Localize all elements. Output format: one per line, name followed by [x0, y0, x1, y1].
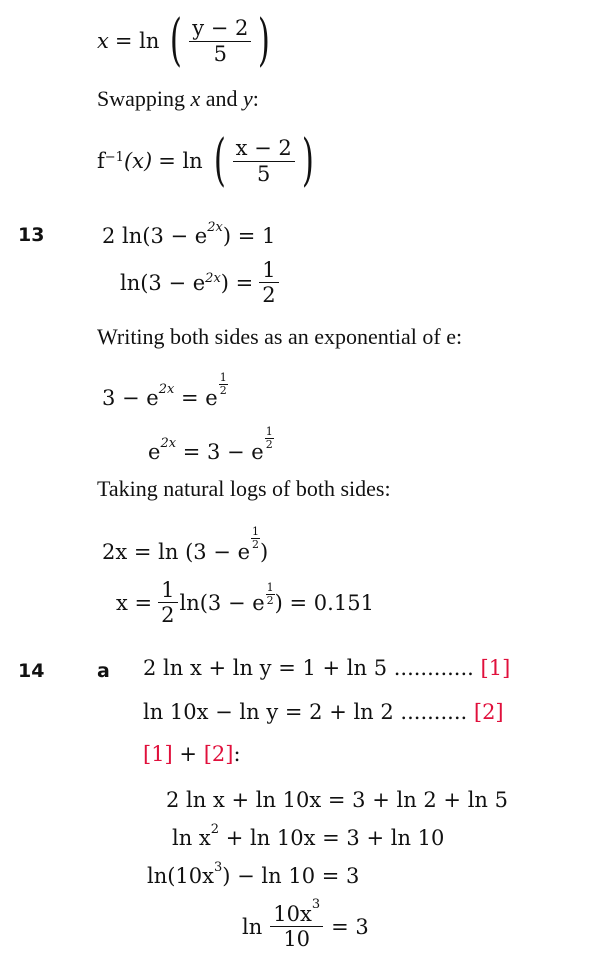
q13-text-exponential: Writing both sides as an exponential of e: — [97, 324, 463, 349]
equation-x-ln — [97, 8, 275, 74]
ref-1: [1] — [480, 656, 511, 680]
question-number-14: 14 — [18, 660, 45, 682]
var-x: x — [97, 29, 109, 53]
q13-text-natural-logs: Taking natural logs of both sides: — [97, 476, 391, 501]
right-paren: ) — [258, 8, 271, 73]
eq-ln: = ln — [114, 29, 160, 53]
q14-eq5: $\ln(10x^3) - \ln 10 = 3$ — [147, 860, 360, 888]
left-paren: ( — [170, 8, 183, 73]
q13-eq2: ln(3 − e $^{2x}$ ) = $\frac{1}{2}$ — [120, 258, 281, 307]
part-label-a: a — [97, 660, 110, 682]
q13-eq3: $3 - e^{2x} = e$ $\frac{1}{2}$ — [102, 371, 227, 410]
q13-eq5: 2x = ln (3 − e $\frac{1}{2}$ ) — [102, 525, 269, 564]
question-number-13: 13 — [18, 224, 45, 246]
q14-eq2: ln 10x − ln y = 2 + ln 2 .......... [2] — [143, 700, 504, 724]
q14-eq6: ln $\frac{10x^3}{10}$ = 3 — [242, 897, 369, 952]
q13-eq6: x = $\frac{1}{2}$ ln(3 − e 1 2 ) = 0.151 — [116, 578, 374, 628]
q13-eq1: 2 $\ln(3 - e^{2x}) = 1$ — [102, 220, 276, 248]
numerator: y − 2 — [189, 16, 251, 41]
denominator: 5 — [213, 41, 227, 66]
q14-eq3: 2 ln x + ln 10x = 3 + ln 2 + ln 5 — [166, 788, 508, 812]
q14-combo: [1] + [2]: — [143, 742, 241, 766]
equation-inverse: f $^{-1}$ (x) = ln ( $\frac{x - 2}{5}$ ) — [97, 128, 314, 193]
q14-eq1: 2 ln x + ln y = 1 + ln 5 ............ [1] — [143, 656, 511, 680]
swapping-text: Swapping x and y: — [97, 86, 259, 111]
q14-eq4: $\ln x^2 + \ln 10x = 3 + \ln 10$ — [172, 822, 445, 850]
fraction — [189, 16, 251, 65]
ref-2: [2] — [473, 700, 504, 724]
q13-eq4: $e^{2x} = 3 - e$ $\frac{1}{2}$ — [148, 425, 273, 464]
